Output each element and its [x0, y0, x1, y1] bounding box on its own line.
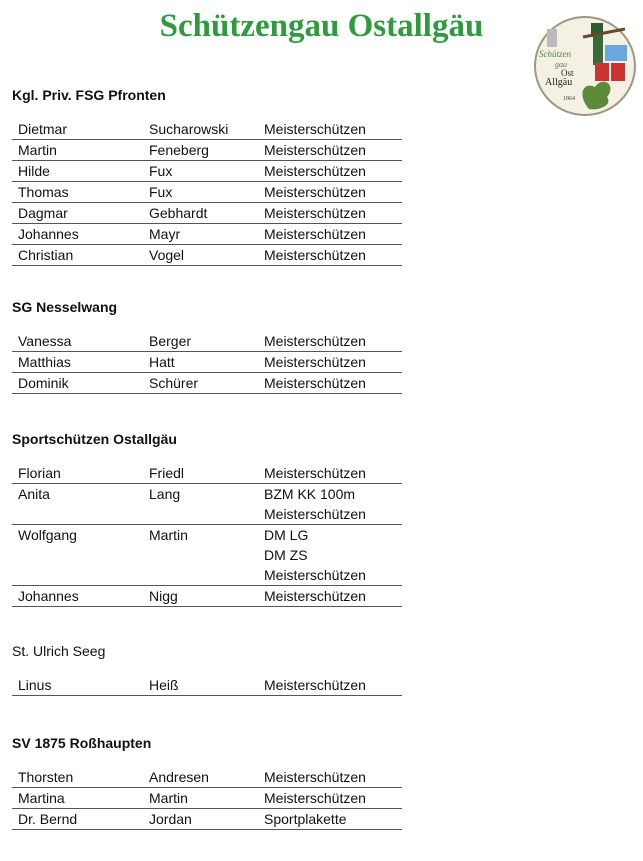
last-name: Hatt [149, 354, 175, 370]
svg-text:Allgäu: Allgäu [545, 77, 573, 88]
awards [264, 352, 402, 372]
members-table [12, 119, 402, 266]
award: Meisterschützen [264, 121, 366, 137]
awards [264, 675, 402, 695]
awards [264, 463, 402, 483]
table-row [12, 224, 402, 245]
table-row [12, 373, 402, 394]
table-row [12, 809, 402, 830]
award: Meisterschützen [264, 677, 366, 693]
club-heading: St. Ulrich Seeg [12, 643, 106, 659]
first-name: Wolfgang [18, 527, 77, 543]
last-name: Sucharowski [149, 121, 229, 137]
page-title: Schützengau Ostallgäu [159, 8, 484, 44]
award: DM LG [264, 527, 309, 543]
award: Sportplakette [264, 811, 347, 827]
last-name: Nigg [149, 588, 178, 604]
awards [264, 119, 402, 139]
members-table [12, 767, 402, 830]
svg-text:Schützen: Schützen [539, 49, 571, 59]
table-row [12, 484, 402, 525]
first-name: Dominik [18, 375, 69, 391]
club-logo-icon [533, 15, 637, 117]
awards [264, 809, 402, 829]
members-table [12, 331, 402, 394]
first-name: Thomas [18, 184, 69, 200]
award: Meisterschützen [264, 142, 366, 158]
table-row [12, 788, 402, 809]
club-heading: Kgl. Priv. FSG Pfronten [12, 87, 166, 103]
award: Meisterschützen [264, 465, 366, 481]
svg-text:gau: gau [555, 60, 567, 69]
award: Meisterschützen [264, 163, 366, 179]
first-name: Dietmar [18, 121, 68, 137]
award: Meisterschützen [264, 790, 366, 806]
award: Meisterschützen [264, 354, 366, 370]
first-name: Thorsten [18, 769, 74, 785]
awards [264, 331, 402, 351]
last-name: Friedl [149, 465, 185, 481]
svg-text:Ost: Ost [561, 68, 574, 78]
last-name: Mayr [149, 226, 181, 242]
club-heading: Sportschützen Ostallgäu [12, 431, 177, 447]
table-row [12, 203, 402, 224]
club-heading: SG Nesselwang [12, 299, 118, 315]
table-row [12, 119, 402, 140]
award: Meisterschützen [264, 588, 366, 604]
awards [264, 788, 402, 808]
table-row [12, 182, 402, 203]
first-name: Christian [18, 247, 74, 263]
awards [264, 161, 402, 181]
first-name: Johannes [18, 226, 79, 242]
awards [264, 203, 402, 223]
awards [264, 224, 402, 244]
last-name: Andresen [149, 769, 209, 785]
club-section [12, 641, 402, 696]
table-row [12, 586, 402, 607]
award: Meisterschützen [264, 184, 366, 200]
last-name: Vogel [149, 247, 185, 263]
award: Meisterschützen [264, 226, 366, 242]
last-name: Jordan [149, 811, 192, 827]
first-name: Vanessa [18, 333, 72, 349]
award: DM ZS [264, 547, 308, 563]
first-name: Anita [18, 486, 50, 502]
awards [264, 767, 402, 787]
award: Meisterschützen [264, 506, 366, 522]
award: Meisterschützen [264, 375, 366, 391]
table-row [12, 331, 402, 352]
award: BZM KK 100m [264, 486, 356, 502]
first-name: Dr. Bernd [18, 811, 78, 827]
first-name: Matthias [18, 354, 71, 370]
first-name: Linus [18, 677, 52, 693]
awards [264, 373, 402, 393]
last-name: Berger [149, 333, 192, 349]
last-name: Feneberg [149, 142, 209, 158]
awards [264, 525, 402, 585]
first-name: Martin [18, 142, 57, 158]
last-name: Martin [149, 790, 188, 806]
first-name: Hilde [18, 163, 50, 179]
awards [264, 586, 402, 606]
club-section [12, 429, 402, 607]
last-name: Heiß [149, 677, 179, 693]
award: Meisterschützen [264, 333, 366, 349]
club-heading: SV 1875 Roßhaupten [12, 735, 152, 751]
members-table [12, 675, 402, 696]
awards [264, 245, 402, 265]
first-name: Martina [18, 790, 65, 806]
awards [264, 182, 402, 202]
table-row [12, 352, 402, 373]
award: Meisterschützen [264, 567, 366, 583]
table-row [12, 161, 402, 182]
club-section [12, 733, 402, 830]
first-name: Florian [18, 465, 61, 481]
awards [264, 140, 402, 160]
awards [264, 484, 402, 524]
table-row [12, 463, 402, 484]
first-name: Johannes [18, 588, 79, 604]
last-name: Fux [149, 184, 173, 200]
table-row [12, 525, 402, 586]
members-table [12, 463, 402, 607]
last-name: Gebhardt [149, 205, 208, 221]
table-row [12, 245, 402, 266]
svg-text:1864: 1864 [563, 96, 575, 102]
last-name: Fux [149, 163, 173, 179]
last-name: Lang [149, 486, 181, 502]
last-name: Martin [149, 527, 188, 543]
first-name: Dagmar [18, 205, 68, 221]
table-row [12, 675, 402, 696]
club-section [12, 85, 402, 266]
award: Meisterschützen [264, 205, 366, 221]
table-row [12, 767, 402, 788]
award: Meisterschützen [264, 769, 366, 785]
table-row [12, 140, 402, 161]
award: Meisterschützen [264, 247, 366, 263]
last-name: Schürer [149, 375, 199, 391]
club-section [12, 297, 402, 394]
